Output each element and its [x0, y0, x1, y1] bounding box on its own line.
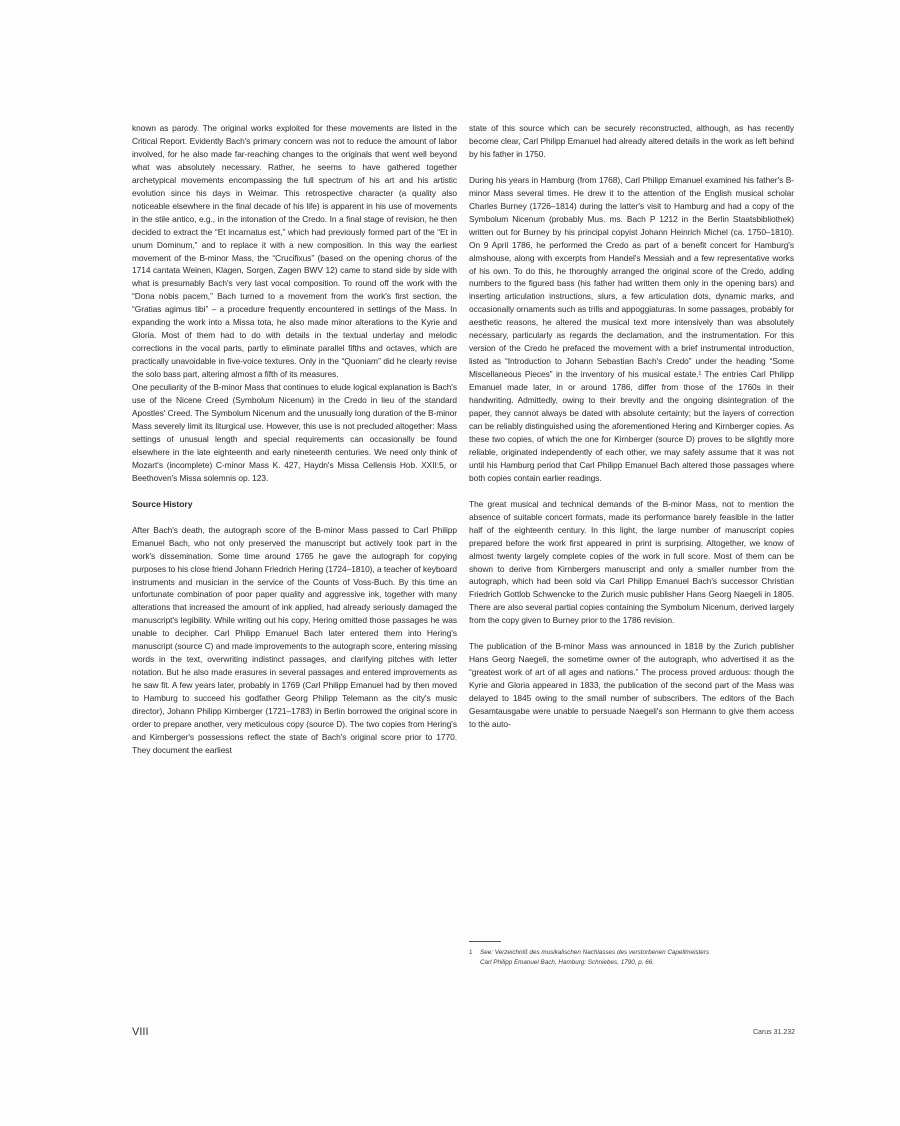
footnote-line: Carl Philipp Emanuel Bach, Hamburg: Schniebes, 1790, p. 66.	[480, 959, 654, 966]
footnote	[469, 948, 794, 968]
paragraph: known as parody. The original works exploited for these movements are listed in the Critical Report. Evidently Bach's primary concern was not to reduce the amount of labor involved, for he also made far-reaching changes to the originals that went well beyond what was absolutely necessary. Rather, he seems to have gathered together archetypical movements encompassing the full spectrum of his art and his artistic evolution since his days in Weimar. This retrospective character (a quality also noticeable elsewhere in the final decade of his life) is apparent in his use of movements in the stile antico, e.g., in the intonation of the Credo. In a final stage of revision, he then decided to extract the “Et incarnatus est,” which had previously formed part of the “Et in unum Dominum,” and to replace it with a new composition. In this way the earliest movement of the B-minor Mass, the “Crucifixus” (based on the opening chorus of the 1714 cantata Weinen, Klagen, Sorgen, Zagen BWV 12) came to stand side by side with what is presumably Bach's very last vocal composition. To round off the work with the “Dona nobis pacem,” Bach turned to a movement from the work's first section, the “Gratias agimus tibi” – a procedure frequently encountered in settings of the Mass. In expanding the work into a Missa tota, he also made minor alterations to the Kyrie and Gloria. Most of them had to do with details in the textual underlay and melodic corrections in the vocal parts, partly to eliminate parallel fifths and octaves, which are practically unavoidable in five-voice textures. Only in the “Quoniam” did he clearly revise the solo bass part, altering almost a fifth of its measures.	[132, 123, 457, 380]
paragraph: The publication of the B-minor Mass was announced in 1818 by the Zurich publisher Hans Georg Naegeli, the sometime owner of the autograph, who advertised it as the “greatest work of art of all ages and nations.” The process proved arduous: though the Kyrie and Gloria appeared in 1833, the publication of the second part of the Mass was delayed to 1845 owing to the small number of subscribers. The editors of the Bach Gesamtausgabe were unable to persuade Naegeli's son Hermann to give them access to the auto-	[469, 641, 794, 729]
paragraph: state of this source which can be securely reconstructed, although, as has recently become clear, Carl Philipp Emanuel had already altered details in the work as left behind by his father in 1750.	[469, 123, 794, 159]
left-column	[132, 122, 457, 757]
right-column	[469, 122, 794, 731]
footnote-number: 1	[469, 949, 473, 956]
paragraph: After Bach's death, the autograph score of the B-minor Mass passed to Carl Philipp Emanuel Bach, who not only preserved the manuscript but actively took part in the work's dissemination. Some time around 1765 he gave the autograph for copying purposes to his close friend Johann Friedrich Hering (1724–1810), a teacher of keyboard instruments and musician in the service of the Counts of Voss-Buch. By this time an unfortunate combination of poor paper quality and aggressive ink, together with many alterations that increased the amount of ink applied, had already seriously damaged the manuscript's legibility. While writing out his copy, Hering omitted those passages he was unable to decipher. Carl Philipp Emanuel Bach later entered them into Hering's manuscript (source C) and made improvements to the autograph score, entering missing words in the text, overwriting indistinct passages, and clarifying pitches with letter notation. But he also made erasures in several passages and entered improvements as he saw fit. A few years later, probably in 1769 (Carl Philipp Emanuel had by then moved to Hamburg to succeed his godfather Georg Philipp Telemann as the city's music director), Johann Philipp Kirnberger (1721–1783) in Berlin borrowed the original score in order to prepare another, very meticulous copy (source D). The two copies from Hering's and Kirnberger's possessions reflect the state of Bach's original score prior to 1770. They document the earliest	[132, 524, 457, 755]
paragraph: One peculiarity of the B-minor Mass that continues to elude logical explanation is Bach's use of the Nicene Creed (Symbolum Nicenum) in the Credo in lieu of the standard Apostles' Creed. The Symbolum Nicenum and the unusually long duration of the B-minor Mass severely limit its liturgical use. However, this use is not precluded altogether: Mass settings of unusual length and special requirements can occasionally be found elsewhere in the late eighteenth and early nineteenth centuries. We need only think of Mozart's (incomplete) C-minor Mass K. 427, Haydn's Missa Cellensis Hob. XXII:5, or Beethoven's Missa solemnis op. 123.	[132, 382, 457, 483]
section-heading: Source History	[132, 498, 193, 509]
page-number: VIII	[132, 1026, 149, 1038]
paragraph: The great musical and technical demands of the B-minor Mass, not to mention the absence of suitable concert formats, made its performance barely feasible in the latter half of the eighteenth century. In this light, the large number of manuscript copies prepared before the work first appeared in print is surprising. Altogether, we know of almost twenty largely complete copies of the work in full score. Most of them can be shown to derive from Kirnbergers manuscript and only a smaller number from the autograph, which had been sold via Carl Philipp Emanuel Bach's successor Christian Friedrich Gottlob Schwencke to the Zurich music publisher Hans Georg Naegeli in 1805. There are also several partial copies containing the Symbolum Nicenum, derived largely from the copy given to Burney prior to the 1786 revision.	[469, 498, 794, 626]
paragraph: During his years in Hamburg (from 1768), Carl Philipp Emanuel examined his father's B-minor Mass several times. He drew it to the attention of the English musical scholar Charles Burney (1726–1814) during the latter's visit to Hamburg and had a copy of the Symbolum Nicenum (probably Mus. ms. Bach P 1212 in the Berlin Staatsbibliothek) written out for Burney by his principal copyist Johann Heinrich Michel (ca. 1750–1810). On 9 April 1786, he performed the Credo as part of a benefit concert for Hamburg's almshouse, along with excerpts from Handel's Messiah and a few representative works of his own. To do this, he thoroughly arranged the original score of the Credo, adding numbers to the figured bass (his father had written them only in the opening bars) and inserting articulation instructions, slurs, a few articulation dots, dynamic marks, and occasionally ornaments such as trills and appoggiaturas. In some passages, probably for aesthetic reasons, he altered the musical text more intensively than was absolutely necessary, particularly as regards the declamation, and the instrumentation. For this version of the Credo he prefaced the movement with a brief instrumental introduction, listed as “Introduction to Johann Sebastian Bach's Credo” under the heading “Some Miscellaneous Pieces” in the inventory of his musical estate.¹ The entries Carl Philipp Emanuel made later, in or around 1786, differ from those of the 1760s in their handwriting. Admittedly, owing to their brevity and the ongoing disintegration of the paper, they cannot always be dated with absolute certainty; but the layers of correction can be reliably distinguished using the aforementioned Hering and Kirnberger copies. As these two copies, of which the one for Kirnberger (source D) proves to be slightly more reliable, originated independently of each other, we may safely assume that it was not until his Hamburg period that Carl Philipp Emanuel Bach altered those passages where both copies contain earlier readings.	[469, 174, 794, 483]
footnote-line: See: Verzeichniß des musikalischen Nachlasses des verstorbenen Capellmeisters	[480, 949, 710, 956]
footnote-divider	[469, 941, 501, 942]
catalog-number: Carus 31.232	[752, 1029, 795, 1036]
